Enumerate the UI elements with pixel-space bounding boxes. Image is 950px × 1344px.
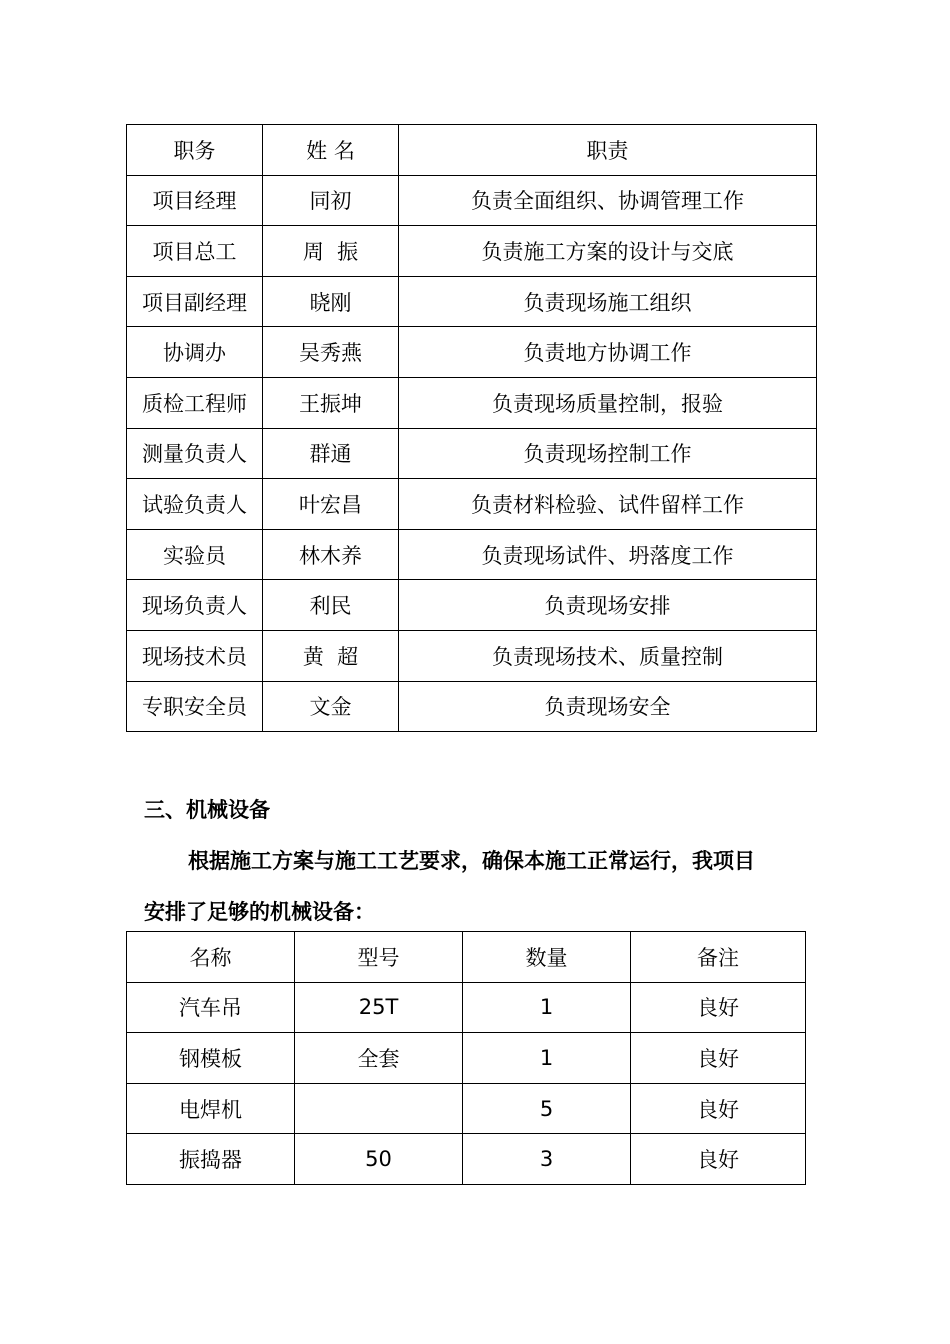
table-row (127, 428, 817, 479)
header-cell-duty: 职责 (399, 125, 817, 176)
name-cell: 群通 (263, 428, 399, 479)
equipment-table (126, 931, 806, 1185)
position-cell: 实验员 (127, 529, 263, 580)
table-row (127, 1033, 806, 1084)
table-row (127, 982, 806, 1033)
table-row (127, 377, 817, 428)
name-cell: 文金 (263, 681, 399, 732)
header-cell-equipment-name: 名称 (127, 932, 295, 983)
equipment-name-cell: 振捣器 (127, 1134, 295, 1185)
name-cell: 周 振 (263, 226, 399, 277)
staff-table-header-row (127, 125, 817, 176)
staff-table (126, 124, 817, 732)
table-row (127, 276, 817, 327)
duty-cell: 负责现场技术、质量控制 (399, 630, 817, 681)
duty-cell: 负责现场安全 (399, 681, 817, 732)
remark-cell: 良好 (631, 982, 806, 1033)
name-cell: 晓刚 (263, 276, 399, 327)
table-row (127, 1134, 806, 1185)
name-cell: 王振坤 (263, 377, 399, 428)
duty-cell: 负责材料检验、试件留样工作 (399, 479, 817, 530)
header-cell-quantity: 数量 (463, 932, 631, 983)
equipment-name-cell: 钢模板 (127, 1033, 295, 1084)
duty-cell: 负责全面组织、协调管理工作 (399, 175, 817, 226)
table-row (127, 226, 817, 277)
name-cell: 吴秀燕 (263, 327, 399, 378)
table-row (127, 175, 817, 226)
table-row (127, 479, 817, 530)
position-cell: 专职安全员 (127, 681, 263, 732)
duty-cell: 负责现场质量控制，报验 (399, 377, 817, 428)
name-cell: 林木养 (263, 529, 399, 580)
header-cell-model: 型号 (295, 932, 463, 983)
quantity-cell: 5 (463, 1083, 631, 1134)
quantity-cell: 1 (463, 982, 631, 1033)
section-paragraph-line-1: 根据施工方案与施工工艺要求，确保本施工正常运行，我项目 (188, 849, 755, 873)
header-cell-name: 姓 名 (263, 125, 399, 176)
header-cell-position: 职务 (127, 125, 263, 176)
duty-cell: 负责施工方案的设计与交底 (399, 226, 817, 277)
quantity-cell: 1 (463, 1033, 631, 1084)
model-cell: 50 (295, 1134, 463, 1185)
table-row (127, 580, 817, 631)
table-row (127, 681, 817, 732)
header-cell-remark: 备注 (631, 932, 806, 983)
model-cell: 全套 (295, 1033, 463, 1084)
position-cell: 协调办 (127, 327, 263, 378)
name-cell: 利民 (263, 580, 399, 631)
position-cell: 现场负责人 (127, 580, 263, 631)
position-cell: 现场技术员 (127, 630, 263, 681)
duty-cell: 负责现场施工组织 (399, 276, 817, 327)
table-row (127, 327, 817, 378)
position-cell: 项目副经理 (127, 276, 263, 327)
duty-cell: 负责现场控制工作 (399, 428, 817, 479)
remark-cell: 良好 (631, 1134, 806, 1185)
position-cell: 测量负责人 (127, 428, 263, 479)
section-heading: 三、机械设备 (144, 798, 270, 822)
remark-cell: 良好 (631, 1033, 806, 1084)
model-cell: 25T (295, 982, 463, 1033)
duty-cell: 负责地方协调工作 (399, 327, 817, 378)
duty-cell: 负责现场试件、坍落度工作 (399, 529, 817, 580)
section-paragraph-line-2: 安排了足够的机械设备： (144, 900, 375, 924)
model-cell (295, 1083, 463, 1134)
equipment-table-header-row (127, 932, 806, 983)
position-cell: 项目总工 (127, 226, 263, 277)
quantity-cell: 3 (463, 1134, 631, 1185)
position-cell: 试验负责人 (127, 479, 263, 530)
name-cell: 叶宏昌 (263, 479, 399, 530)
duty-cell: 负责现场安排 (399, 580, 817, 631)
table-row (127, 1083, 806, 1134)
name-cell: 同初 (263, 175, 399, 226)
remark-cell: 良好 (631, 1083, 806, 1134)
name-cell: 黄 超 (263, 630, 399, 681)
equipment-name-cell: 电焊机 (127, 1083, 295, 1134)
table-row (127, 630, 817, 681)
equipment-name-cell: 汽车吊 (127, 982, 295, 1033)
position-cell: 项目经理 (127, 175, 263, 226)
table-row (127, 529, 817, 580)
position-cell: 质检工程师 (127, 377, 263, 428)
